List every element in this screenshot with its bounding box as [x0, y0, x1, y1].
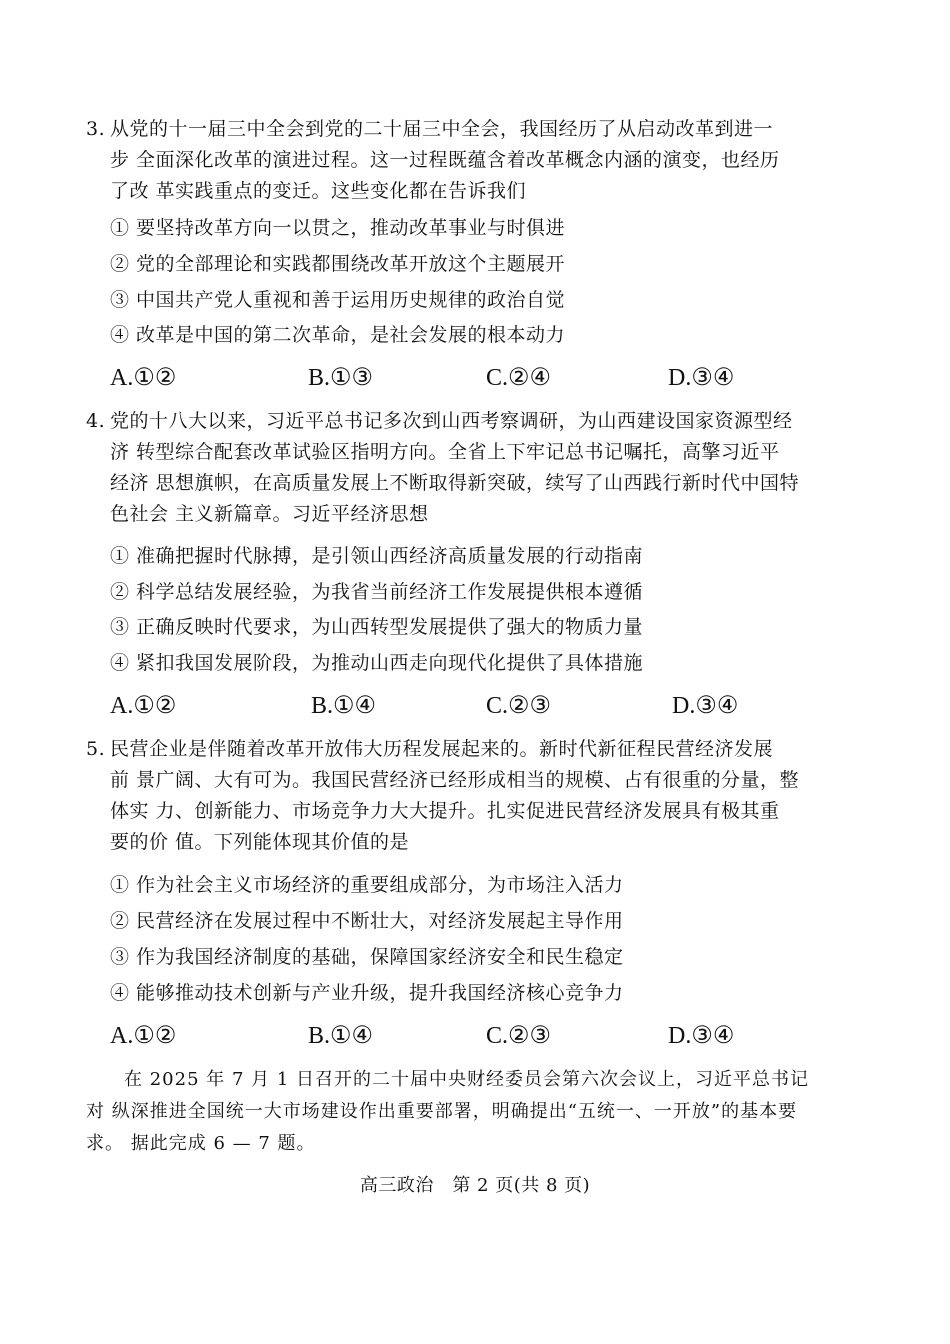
question-4-option-3: ③ 正确反映时代要求，为山西转型发展提供了强大的物质力量	[110, 616, 644, 638]
choice-b: B.①④	[308, 1023, 374, 1049]
question-3-stem-line-2: 步 全面深化改革的演进过程。这一过程既蕴含着改革概念内涵的演变，也经历	[110, 149, 780, 171]
question-3-choices	[110, 361, 810, 395]
question-4-stem-line-2: 济 转型综合配套改革试验区指明方向。全省上下牢记总书记嘱托，高擎习近平	[110, 441, 780, 463]
reading-passage	[86, 1064, 886, 1160]
question-5-option-1: ① 作为社会主义市场经济的重要组成部分，为市场注入活力	[110, 874, 624, 896]
choice-d: D.③④	[668, 1023, 735, 1049]
question-number: 4.	[86, 410, 106, 432]
choice-a: A.①②	[110, 693, 177, 719]
passage-line-3: 求。 据此完成 6 — 7 题。	[86, 1133, 316, 1154]
question-4-option-4: ④ 紧扣我国发展阶段，为推动山西走向现代化提供了具体措施	[110, 652, 644, 674]
choice-a: A.①②	[110, 1023, 177, 1049]
passage-line-2: 对 纵深推进全国统一大市场建设作出重要部署，明确提出“五统一、一开放”的基本要	[86, 1101, 798, 1122]
question-5-stem-line-1: 民营企业是伴随着改革开放伟大历程发展起来的。新时代新征程民营经济发展	[110, 738, 774, 760]
choice-d: D.③④	[672, 693, 739, 719]
page-footer: 高三政治 第 2 页(共 8 页)	[359, 1175, 591, 1196]
question-number: 3.	[86, 118, 106, 140]
question-5-stem	[86, 734, 876, 858]
question-3-option-4: ④ 改革是中国的第二次革命，是社会发展的根本动力	[110, 324, 566, 346]
choice-a: A.①②	[110, 365, 177, 391]
choice-c: C.②④	[486, 365, 552, 391]
choice-c: C.②③	[486, 693, 552, 719]
question-4-stem-line-4: 色社会 主义新篇章。习近平经济思想	[110, 503, 429, 525]
question-5-option-4: ④ 能够推动技术创新与产业升级，提升我国经济核心竞争力	[110, 982, 624, 1004]
question-4-stem	[86, 406, 876, 530]
choice-b: B.①③	[308, 365, 374, 391]
passage-line-1: 在 2025 年 7 月 1 日召开的二十届中央财经委员会第六次会议上，习近平总书记	[86, 1069, 810, 1090]
question-3-option-2: ② 党的全部理论和实践都围绕改革开放这个主题展开	[110, 253, 566, 275]
question-4-stem-line-3: 经济 思想旗帜，在高质量发展上不断取得新突破，续写了山西践行新时代中国特	[110, 472, 800, 494]
question-3-stem-line-1: 从党的十一届三中全会到党的二十届三中全会，我国经历了从启动改革到进一	[110, 118, 774, 140]
question-4-option-2: ② 科学总结发展经验，为我省当前经济工作发展提供根本遵循	[110, 581, 644, 603]
question-3-stem	[86, 114, 876, 207]
choice-c: C.②③	[486, 1023, 552, 1049]
question-3-option-1: ① 要坚持改革方向一以贯之，推动改革事业与时俱进	[110, 217, 566, 239]
question-3-stem-line-3: 了改 革实践重点的变迁。这些变化都在告诉我们	[110, 180, 527, 202]
question-5-stem-line-3: 体实 力、创新能力、市场竞争力大大提升。扎实促进民营经济发展具有极其重	[110, 800, 780, 822]
question-5-option-2: ② 民营经济在发展过程中不断壮大，对经济发展起主导作用	[110, 910, 624, 932]
question-4-stem-line-1: 党的十八大以来，习近平总书记多次到山西考察调研，为山西建设国家资源型经	[110, 410, 793, 432]
question-5-option-3: ③ 作为我国经济制度的基础，保障国家经济安全和民生稳定	[110, 946, 624, 968]
question-4-option-1: ① 准确把握时代脉搏，是引领山西经济高质量发展的行动指南	[110, 545, 644, 567]
question-3-option-3: ③ 中国共产党人重视和善于运用历史规律的政治自觉	[110, 289, 566, 311]
question-5-stem-line-4: 要的价 值。下列能体现其价值的是	[110, 831, 410, 853]
question-5-stem-line-2: 前 景广阔、大有可为。我国民营经济已经形成相当的规模、占有很重的分量，整	[110, 769, 800, 791]
question-5-choices	[110, 1019, 810, 1053]
question-number: 5.	[86, 738, 106, 760]
choice-d: D.③④	[668, 365, 735, 391]
choice-b: B.①④	[311, 693, 377, 719]
question-4-choices	[110, 689, 810, 723]
